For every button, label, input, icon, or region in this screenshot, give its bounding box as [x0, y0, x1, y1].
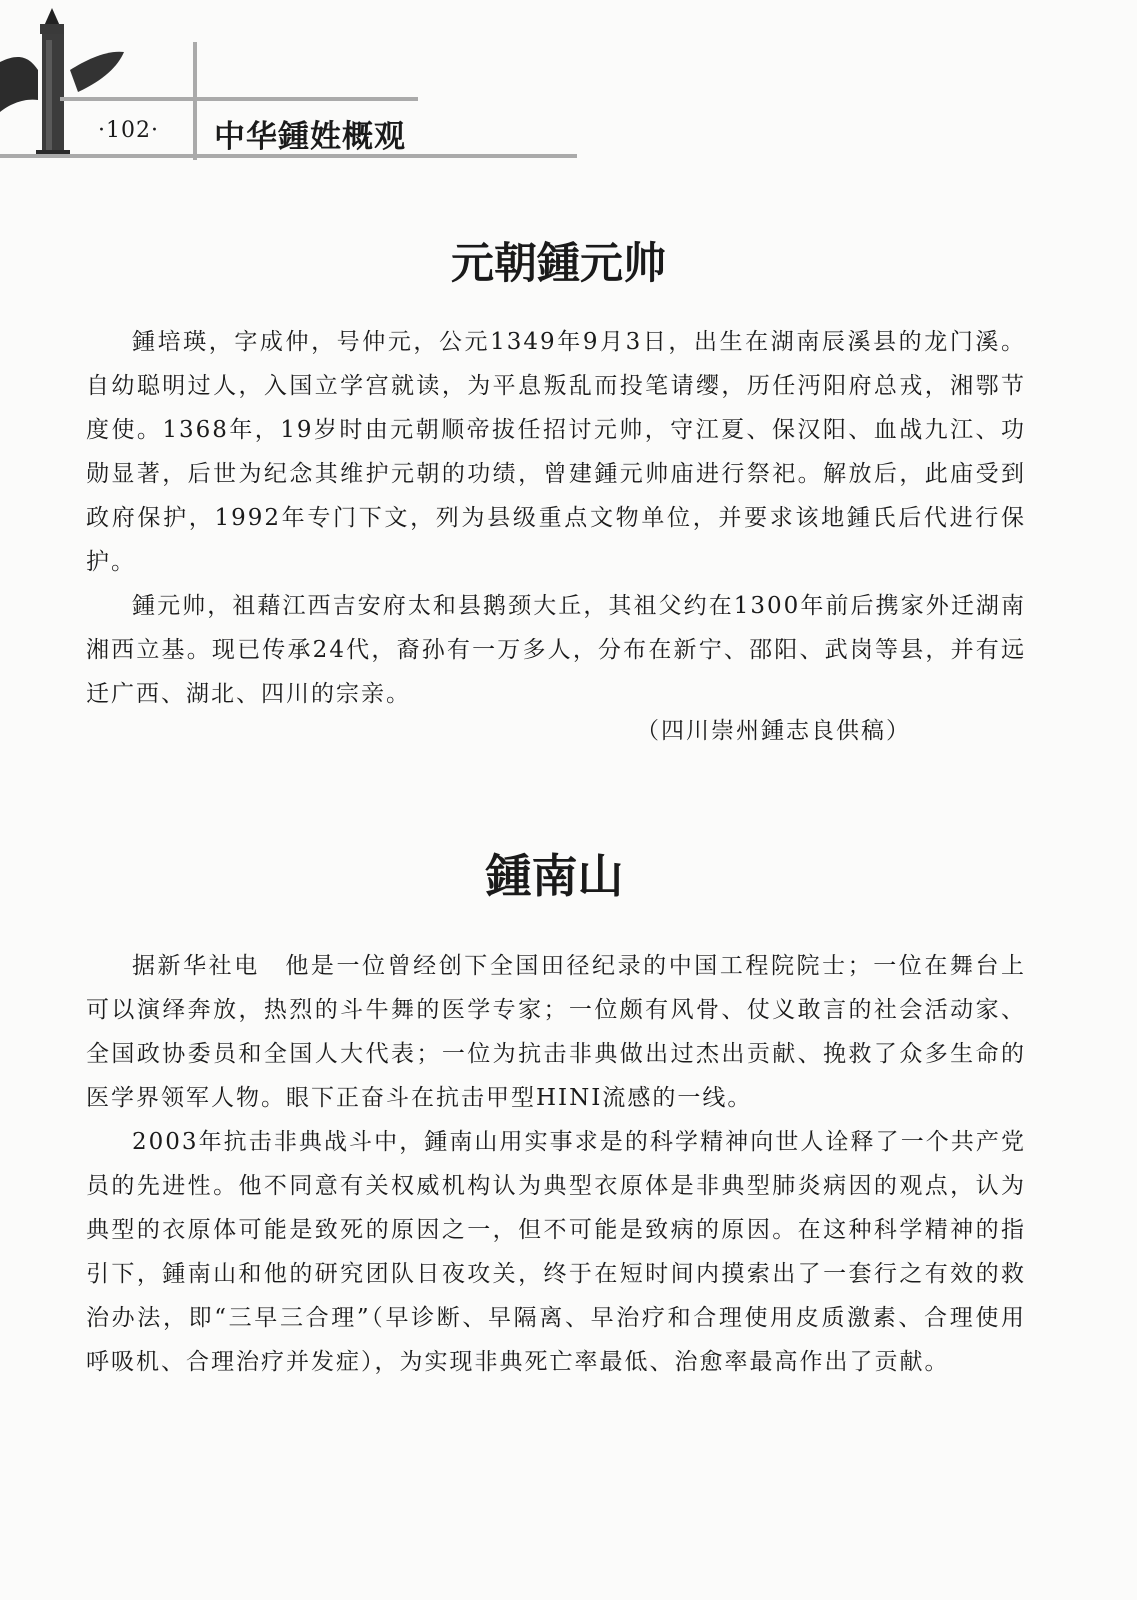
- paragraph: 2003年抗击非典战斗中，鍾南山用实事求是的科学精神向世人诠释了一个共产党员的先进性。他不同意有关权威机构认为典型衣原体是非典型肺炎病因的观点，认为典型的衣原体可能是致死的原因之一，但不可能是致病的原因。在这种科学精神的指引下，鍾南山和他的研究团队日夜攻关，终于在短时间内摸索出了一套行之有效的救治办法，即“三早三合理”（早诊断、早隔离、早治疗和合理使用皮质激素、合理使用呼吸机、合理治疗并发症），为实现非典死亡率最低、治愈率最高作出了贡献。: [86, 1129, 1026, 1375]
- section-body-yuan-marshal: [86, 320, 1026, 716]
- paragraph: 鍾元帅，祖藉江西吉安府太和县鹅颈大丘，其祖父约在1300年前后携家外迁湖南湘西立基。现已传承24代，裔孙有一万多人，分布在新宁、邵阳、武岗等县，并有远迁广西、湖北、四川的宗亲。: [86, 593, 1026, 707]
- running-title: 中华鍾姓概观: [214, 119, 406, 155]
- paragraph: 据新华社电 他是一位曾经创下全国田径纪录的中国工程院院士；一位在舞台上可以演绎奔放，热烈的斗牛舞的医学专家；一位颇有风骨、仗义敢言的社会活动家、全国政协委员和全国人大代表；一位为抗击非典做出过杰出贡献、挽救了众多生命的医学界领军人物。眼下正奋斗在抗击甲型HINI流感的一线。: [86, 953, 1026, 1111]
- paragraph: 鍾培瑛，字成仲，号仲元，公元1349年9月3日，出生在湖南辰溪县的龙门溪。自幼聪明过人，入国立学宫就读，为平息叛乱而投笔请缨，历任沔阳府总戎，湘鄂节度使。1368年，19岁时由元朝顺帝拔任招讨元帅，守江夏、保汉阳、血战九江、功勋显著，后世为纪念其维护元朝的功绩，曾建鍾元帅庙进行祭祀。解放后，此庙受到政府保护，1992年专门下文，列为县级重点文物单位，并要求该地鍾氏后代进行保护。: [86, 329, 1026, 575]
- page-number: ·102·: [98, 118, 159, 143]
- section-title-yuan-marshal: 元朝鍾元帅: [451, 239, 666, 289]
- header-rule-vertical: [193, 42, 197, 160]
- page-header: [0, 0, 580, 165]
- section-title-zhong-nanshan: 鍾南山: [485, 849, 624, 903]
- header-rule-top: [60, 97, 418, 101]
- contributor-credit: （四川崇州鍾志良供稿）: [636, 718, 911, 744]
- section-body-zhong-nanshan: [86, 944, 1026, 1384]
